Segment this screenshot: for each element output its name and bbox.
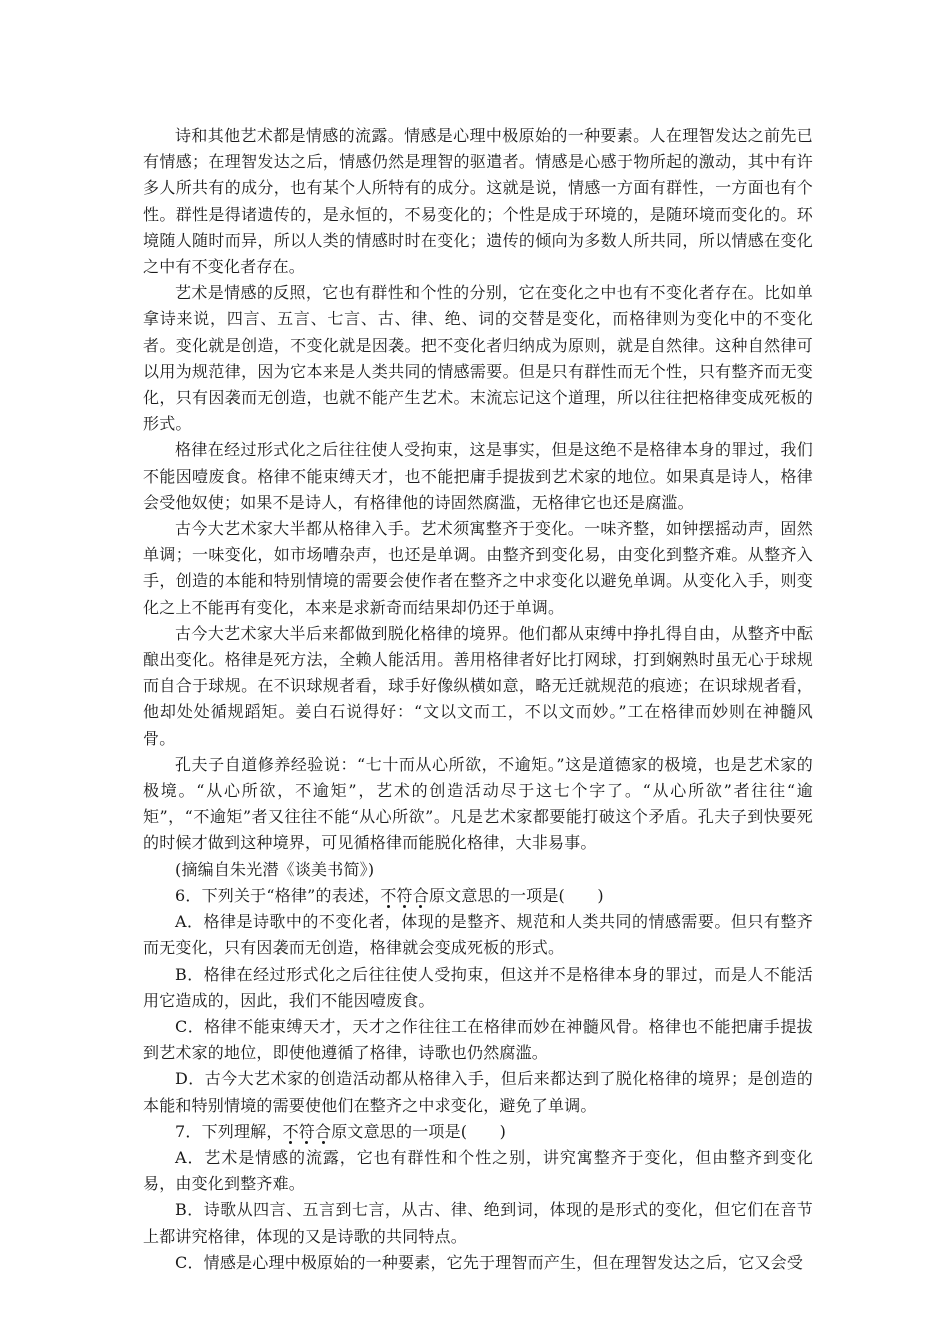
question-7-stem-after: 原文意思的一项是( ) (331, 1121, 507, 1141)
question-7-stem (143, 1119, 813, 1145)
question-7-emphasis-3: 合 (315, 1121, 332, 1141)
passage-paragraph-5: 古今大艺术家大半后来都做到脱化格律的境界。他们都从束缚中挣扎得自由，从整齐中酝酿出变化。格律是死方法，全赖人能活用。善用格律者好比打网球，打到娴熟时虽无心于球规而自合于球规。在不识球规者看，球手好像纵横如意，略无迁就规范的痕迹；在识球规者看，他却处处循规蹈矩。姜白石说得好：“文以文而工，不以文而妙。”工在格律而妙则在神髓风骨。 (143, 623, 813, 748)
passage-source: (摘编自朱光潜《谈美书简》) (175, 859, 375, 879)
question-6-emphasis-3: 合 (412, 885, 429, 905)
question-7-option-c: C．情感是心理中极原始的一种要素，它先于理智而产生，但在理智发达之后，它又会受 (175, 1252, 804, 1272)
question-6-emphasis-2: 符 (396, 885, 413, 905)
passage-paragraph-1: 诗和其他艺术都是情感的流露。情感是心理中极原始的一种要素。人在理智发达之前先已有情感；在理智发达之后，情感仍然是理智的驱遣者。情感是心感于物所起的激动，其中有许多人所共有的成分，也有某个人所特有的成分。这就是说，情感一方面有群性，一方面也有个性。群性是得诸遗传的，是永恒的，不易变化的；个性是成于环境的，是随环境而变化的。环境随人随时而异，所以人类的情感时时在变化；遗传的倾向为多数人所共同，所以情感在变化之中有不变化者存在。 (143, 126, 813, 277)
question-7-emphasis-1: 不 (282, 1121, 299, 1141)
passage-paragraph-3: 格律在经过形式化之后往往使人受拘束，这是事实，但是这绝不是格律本身的罪过，我们不能因噎废食。格律不能束缚天才，也不能把庸手提拔到艺术家的地位。如果真是诗人，格律会受他奴使；如果不是诗人，有格律他的诗固然腐滥，无格律它也还是腐滥。 (143, 440, 813, 512)
passage-paragraph-2: 艺术是情感的反照，它也有群性和个性的分别，它在变化之中也有不变化者存在。比如单拿诗来说，四言、五言、七言、古、律、绝、词的交替是变化，而格律则为变化中的不变化者。变化就是创造，不变化就是因袭。把不变化者归纳成为原则，就是自然律。这种自然律可以用为规范律，因为它本来是人类共同的情感需要。但是只有群性而无个性，只有整齐而无变化，只有因袭而无创造，也就不能产生艺术。末流忘记这个道理，所以往往把格律变成死板的形式。 (143, 283, 813, 434)
question-6-stem-after: 原文意思的一项是( ) (428, 885, 604, 905)
question-7-stem-before: 7．下列理解， (175, 1121, 283, 1141)
question-6-emphasis-1: 不 (380, 885, 397, 905)
passage-paragraph-4: 古今大艺术家大半都从格律入手。艺术须寓整齐于变化。一味齐整，如钟摆摇动声，固然单调；一味变化，如市场嘈杂声，也还是单调。由整齐到变化易，由变化到整齐难。从整齐入手，创造的本能和特别情境的需要会使作者在整齐之中求变化以避免单调。从变化入手，则变化之上不能再有变化，本来是求新奇而结果却仍还于单调。 (143, 519, 813, 617)
question-6-option-a: A．格律是诗歌中的不变化者，体现的是整齐、规范和人类共同的情感需要。但只有整齐而无变化，只有因袭而无创造，格律就会变成死板的形式。 (143, 912, 813, 958)
question-6-option-b: B．格律在经过形式化之后往往使人受拘束，但这并不是格律本身的罪过，而是人不能活用它造成的，因此，我们不能因噎废食。 (143, 964, 813, 1010)
question-7-option-b: B．诗歌从四言、五言到七言，从古、律、绝到词，体现的是形式的变化，但它们在音节上都讲究格律，体现的又是诗歌的共同特点。 (143, 1200, 813, 1246)
question-6-stem-before: 6．下列关于“格律”的表述， (175, 885, 381, 905)
question-7-option-a: A．艺术是情感的流露，它也有群性和个性之别，讲究寓整齐于变化，但由整齐到变化易，由变化到整齐难。 (143, 1147, 813, 1194)
document-body (143, 123, 813, 1276)
passage-paragraph-6: 孔夫子自道修养经验说：“七十而从心所欲，不逾矩。”这是道德家的极境，也是艺术家的极境。“从心所欲，不逾矩”，艺术的创造活动尽于这七个字了。“从心所欲”者往往“逾矩”，“不逾矩”者又往往不能“从心所欲”。凡是艺术家都要能打破这个矛盾。孔夫子到快要死的时候才做到这种境界，可见循格律而能脱化格律，大非易事。 (143, 754, 813, 853)
question-7-emphasis-2: 符 (298, 1121, 315, 1141)
question-6-option-c: C．格律不能束缚天才，天才之作往往工在格律而妙在神髓风骨。格律也不能把庸手提拔到艺术家的地位，即使他遵循了格律，诗歌也仍然腐滥。 (143, 1016, 813, 1063)
question-6-option-d: D．古今大艺术家的创造活动都从格律入手，但后来都达到了脱化格律的境界；是创造的本能和特别情境的需要使他们在整齐之中求变化，避免了单调。 (143, 1069, 813, 1115)
question-6-stem (143, 883, 813, 909)
